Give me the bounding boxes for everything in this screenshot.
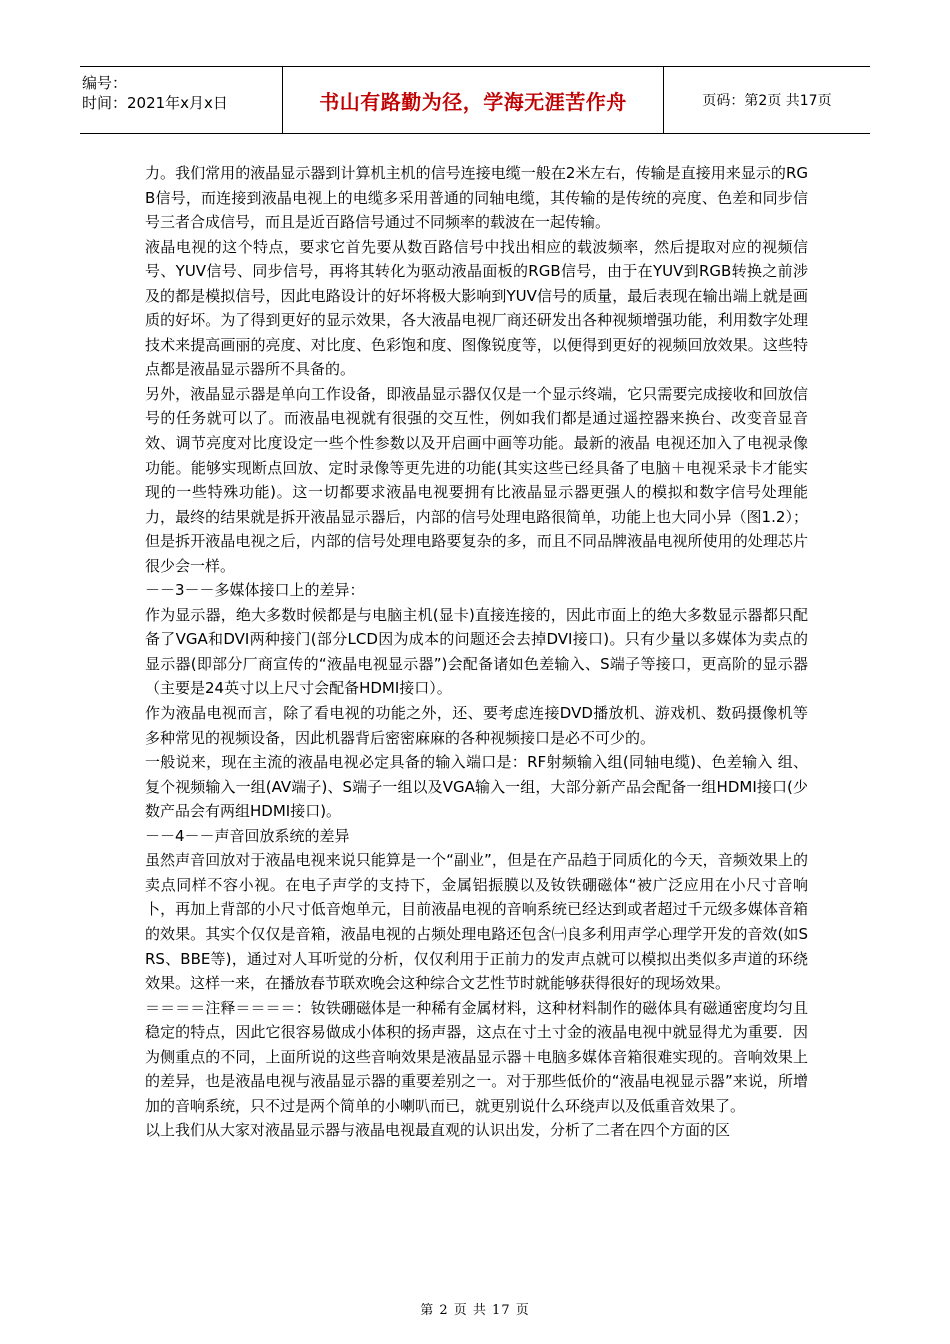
header-meta-cell (80, 67, 283, 133)
note-paragraph: ＝＝＝＝注释＝＝＝＝：钕铁硼磁体是一种稀有金属材料，这种材料制作的磁体具有磁通密度均匀且稳定的特点，因此它很容易做成小体积的扬声器，这点在寸土寸金的液晶电视中就显得尤为重要．因为侧重点的不同，上面所说的这些音响效果是液晶显示器＋电脑多媒体音箱很难实现的。音响效果上的差异，也是液晶电视与液晶显示器的重要差别之一。对于那些低价的“液晶电视显示器”来说，所增加的音响系统，只不过是两个简单的小喇叭而已，就更别说什么环绕声以及低重音效果了。 (145, 998, 808, 1115)
body-paragraph: 一般说来，现在主流的液晶电视必定具备的输入端口是：RF射频输入组(同轴电缆)、色差输入 组、复个视频输入一组(AV端子)、S端子一组以及VGA输入一组，大部分新产品会配备一组HDMI接口(少数产品会有两组HDMI接口)。 (145, 753, 808, 821)
header-page-info: 页码：第2页 共17页 (702, 93, 832, 109)
document-body (145, 161, 808, 1143)
section-heading: －－3－－多媒体接口上的差异： (145, 581, 365, 600)
body-paragraph: 作为液晶电视而言，除了看电视的功能之外，还、要考虑连接DVD播放机、游戏机、数码摄像机等多种常见的视频设备，因此机器背后密密麻麻的各种视频接口是必不可少的。 (145, 704, 808, 747)
body-paragraph: 液晶电视的这个特点，要求它首先要从数百路信号中找出相应的载波频率，然后提取对应的视频信号、YUV信号、同步信号，再将其转化为驱动液晶面板的RGB信号，由于在YUV到RGB转换之前涉及的都是模拟信号，因此电路设计的好坏将极大影响到YUV信号的质量，最后表现在输出端上就是画质的好坏。为了得到更好的显示效果，各大液晶电视厂商还研发出各种视频增强功能，利用数字处理技术来提高画丽的亮度、对比度、色彩饱和度、图像锐度等，以便得到更好的视频回放效果。这些特点都是液晶显示器所不具备的。 (145, 237, 808, 379)
section-heading: －－4－－声音回放系统的差异 (145, 826, 350, 845)
body-paragraph: 力。我们常用的液晶显示器到计算机主机的信号连接电缆一般在2米左右，传输是直接用来显示的RGB信号，而连接到液晶电视上的电缆多采用普通的同轴电缆，其传输的是传统的亮度、色差和同步信号三者合成信号，而且是近百路信号通过不同频率的载波在一起传输。 (145, 164, 808, 232)
header-page-cell (664, 67, 870, 133)
page-header (80, 66, 870, 134)
page-footer: 第 2 页 共 17 页 (420, 1303, 530, 1318)
body-paragraph: 以上我们从大家对液晶显示器与液晶电视最直观的认识出发，分析了二者在四个方面的区 (145, 1121, 731, 1140)
document-number-label: 编号： (82, 74, 128, 92)
header-motto-cell (283, 67, 664, 133)
body-paragraph: 另外，液晶显示器是单向工作设备，即液晶显示器仅仅是一个显示终端，它只需要完成接收和回放信号的任务就可以了。而液晶电视就有很强的交互性，例如我们都是通过遥控器来换台、改变音显音效、调节亮度对比度设定一些个性参数以及开启画中画等功能。最新的液晶 电视还加入了电视录像功能。能够实现断点回放、定时录像等更先进的功能(其实这些已经具备了电脑＋电视采录卡才能实现的一些特殊功能)。这一切都要求液晶电视要拥有比液晶显示器更强人的模拟和数字信号处理能力，最终的结果就是拆开液晶显示器后，内部的信号处理电路很简单，功能上也大同小异（图1.2）；但是拆开液晶电视之后，内部的信号处理电路要复杂的多，而且不同品牌液晶电视所使用的处理芯片很少会一样。 (145, 384, 808, 575)
body-paragraph: 虽然声音回放对于液晶电视来说只能算是一个“副业”，但是在产品趋于同质化的今天，音频效果上的卖点同样不容小视。在电子声学的支持下，金属铝振膜以及钕铁硼磁体“被广泛应用在小尺寸音响卜，再加上背部的小尺寸低音炮单元，目前液晶电视的音响系统已经达到或者超过千元级多媒体音箱的效果。其实个仅仅是音箱，液晶电视的占频处理电路还包含㈠良多利用声学心理学开发的音效(如SRS、BBE等)，通过对人耳听觉的分析，仅仅利用于正前力的发声点就可以模拟出类似多声道的环绕效果。这样一来，在播放春节联欢晚会这种综合文艺性节时就能够获得很好的现场效果。 (145, 851, 808, 993)
header-motto: 书山有路勤为径，学海无涯苦作舟 (319, 90, 627, 114)
body-paragraph: 作为显示器，绝大多数时候都是与电脑主机(显卡)直接连接的，因此市面上的绝大多数显示器都只配备了VGA和DVI两种接门(部分LCD因为成本的问题还会去掉DVI接口)。只有少量以多媒体为卖点的显示器(即部分厂商宣传的“液晶电视显示器”)会配备诸如色差输入、S端子等接口，更高阶的显示器（主要是24英寸以上尺寸会配备HDMI接口）。 (145, 605, 808, 698)
document-date-label: 时间：2021年x月x日 (82, 94, 228, 112)
